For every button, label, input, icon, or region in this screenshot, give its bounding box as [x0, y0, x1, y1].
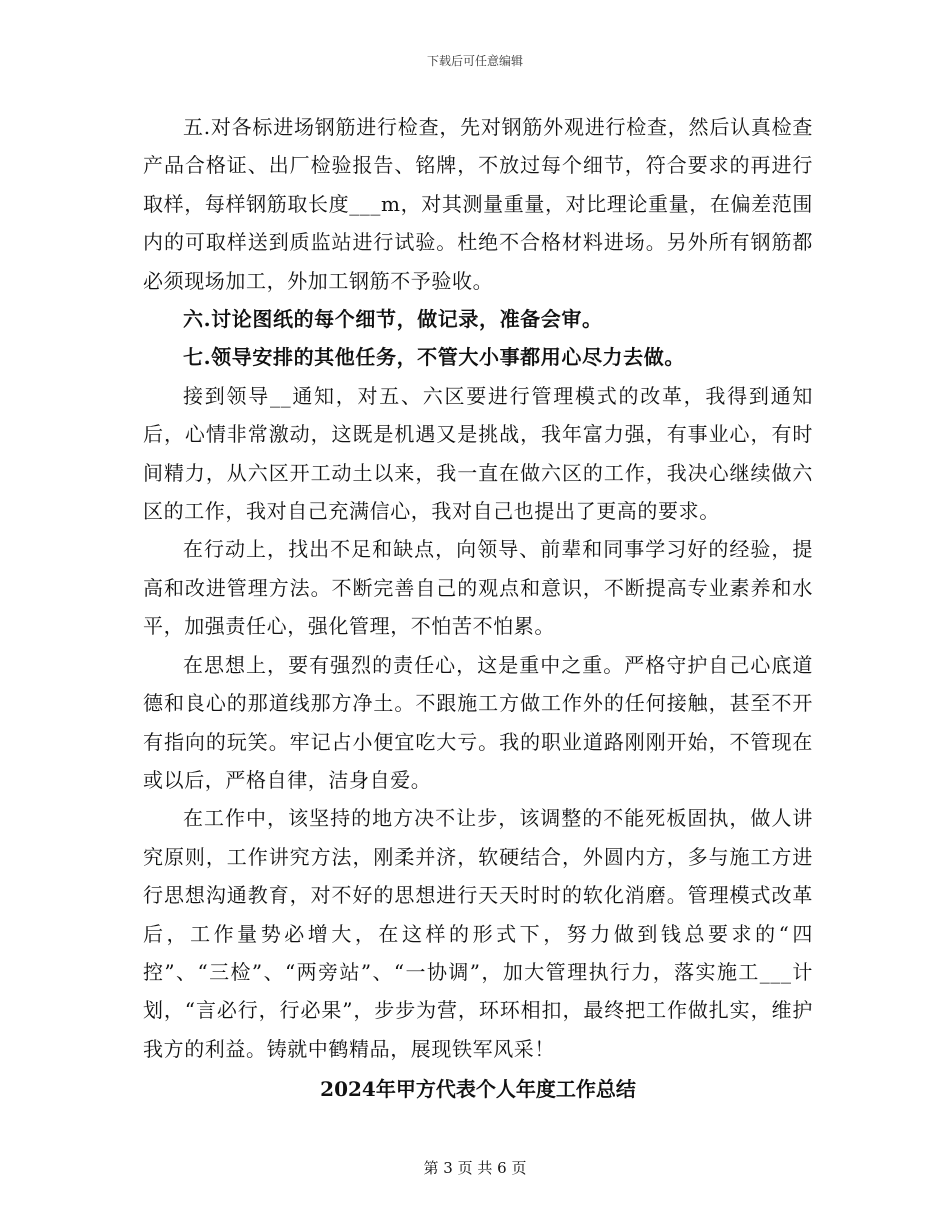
paragraph-thinking: 在思想上，要有强烈的责任心，这是重中之重。严格守护自己心底道德和良心的那道线那方净土。不跟施工方做工作外的任何接触，甚至不开有指向的玩笑。牢记占小便宜吃大亏。我的职业道路刚刚开始，不管现在或以后，严格自律，洁身自爱。: [143, 652, 813, 792]
paragraph-other-tasks: 七.领导安排的其他任务，不管大小事都用心尽力去做。: [183, 345, 685, 370]
header-note: 下载后可任意编辑: [426, 54, 523, 68]
document-body: [143, 108, 813, 1109]
paragraph-drawing-review: 六.讨论图纸的每个细节，做记录，准备会审。: [183, 307, 603, 332]
paragraph-action: 在行动上，找出不足和缺点，向领导、前辈和同事学习好的经验，提高和改进管理方法。不断完善自己的观点和意识，不断提高专业素养和水平，加强责任心，强化管理，不怕苦不怕累。: [143, 537, 813, 639]
next-section-title: 2024年甲方代表个人年度工作总结: [320, 1077, 636, 1102]
paragraph-work: 在工作中，该坚持的地方决不让步，该调整的不能死板固执，做人讲究原则，工作讲究方法，刚柔并济，软硬结合，外圆内方，多与施工方进行思想沟通教育，对不好的思想进行天天时时的软化消磨。管理模式改革后，工作量势必增大，在这样的形式下，努力做到钱总要求的“四控”、“三检”、“两旁站”、“一协调”，加大管理执行力，落实施工___计划，“言必行，行必果”，步步为营，环环相扣，最终把工作做扎实，维护我方的利益。铸就中鹤精品，展现铁军风采！: [143, 806, 813, 1061]
page-number: 第 3 页 共 6 页: [423, 1159, 527, 1177]
paragraph-management-reform: 接到领导__通知，对五、六区要进行管理模式的改革，我得到通知后，心情非常激动，这既是机遇又是挑战，我年富力强，有事业心，有时间精力，从六区开工动土以来，我一直在做六区的工作，我决心继续做六区的工作，我对自己充满信心，我对自己也提出了更高的要求。: [143, 383, 813, 524]
paragraph-steel-inspection: 五.对各标进场钢筋进行检查，先对钢筋外观进行检查，然后认真检查产品合格证、出厂检验报告、铭牌，不放过每个细节，符合要求的再进行取样，每样钢筋取长度___m，对其测量重量，对比理论重量，在偏差范围内的可取样送到质监站进行试验。杜绝不合格材料进场。另外所有钢筋都必须现场加工，外加工钢筋不予验收。: [143, 115, 813, 293]
